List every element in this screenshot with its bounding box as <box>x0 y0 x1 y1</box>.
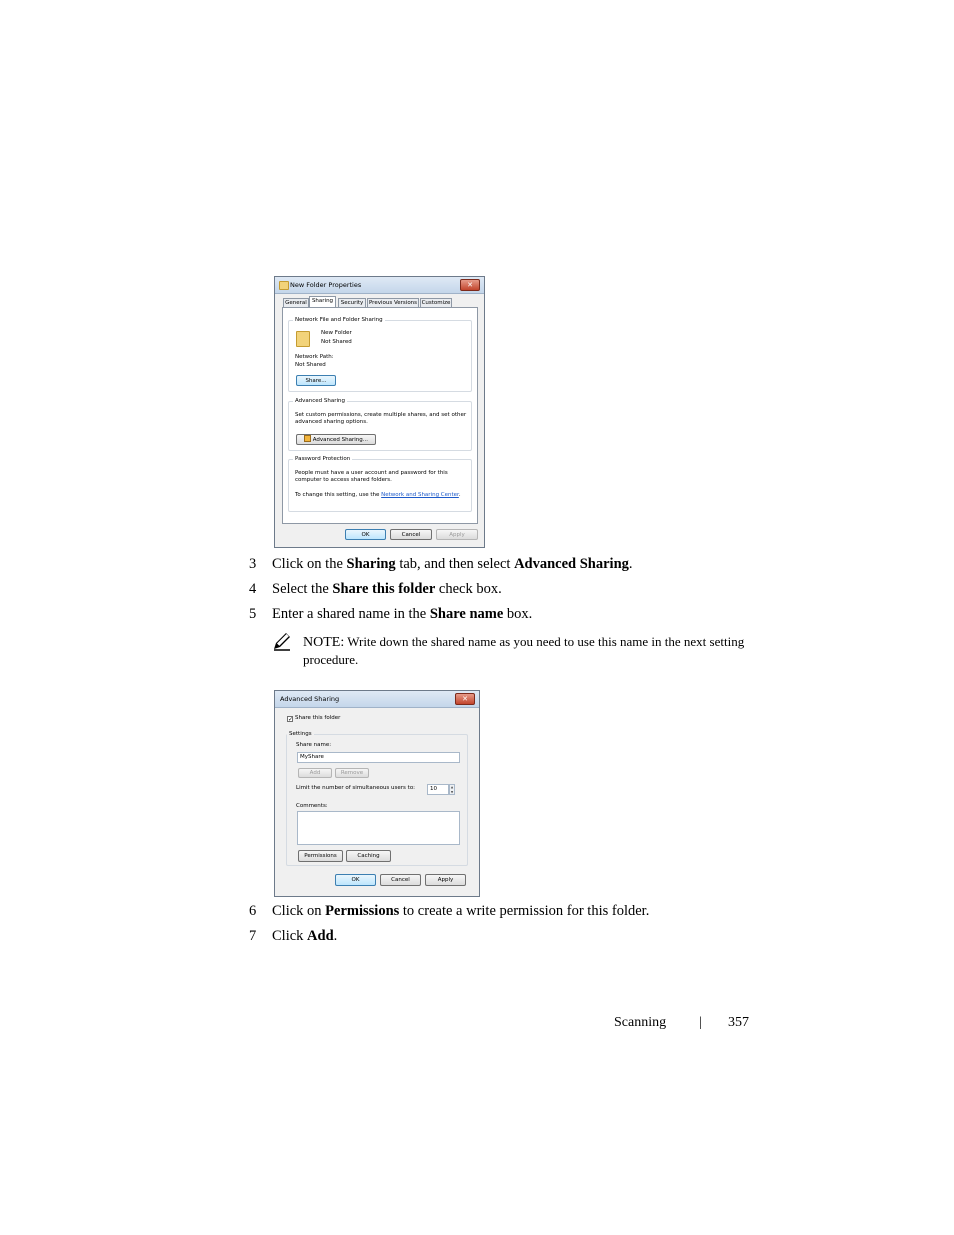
folder-name: New Folder <box>321 330 352 336</box>
advanced-description: Set custom permissions, create multiple shares, and set other <box>295 412 467 418</box>
network-sharing-center-link[interactable]: Network and Sharing Center <box>381 492 459 498</box>
footer-section: Scanning <box>614 1015 667 1030</box>
dialog-titlebar[interactable] <box>275 691 479 708</box>
step-number: 4 <box>249 581 257 597</box>
group-label: Password Protection <box>295 456 351 462</box>
page-number: 357 <box>728 1015 749 1030</box>
close-icon[interactable]: ✕ <box>455 693 475 705</box>
step-number: 3 <box>249 556 257 572</box>
network-path-label: Network Path: <box>295 354 334 360</box>
shield-icon <box>304 435 311 442</box>
step-text: Select the Share this folder check box. <box>272 581 502 597</box>
folder-icon <box>279 281 289 290</box>
folder-status: Not Shared <box>321 339 352 345</box>
advanced-description: advanced sharing options. <box>295 419 368 425</box>
dialog-title: New Folder Properties <box>290 281 362 289</box>
note-text: Write down the shared name as you need to use this name in the next setting procedure. <box>303 634 745 667</box>
tab-security[interactable]: Security <box>338 298 366 307</box>
apply-button[interactable]: Apply <box>436 529 478 540</box>
comments-textarea[interactable] <box>297 811 460 845</box>
close-icon[interactable]: ✕ <box>460 279 480 291</box>
caching-button[interactable]: Caching <box>346 850 391 862</box>
step-text: Click on the Sharing tab, and then select Advanced Sharing. <box>272 556 633 572</box>
share-this-folder-checkbox[interactable]: ✓ <box>288 716 294 723</box>
share-this-folder-label: Share this folder <box>295 715 341 721</box>
group-label: Network File and Folder Sharing <box>295 317 383 323</box>
group-label: Settings <box>289 731 312 737</box>
advanced-sharing-group <box>288 398 472 451</box>
permissions-button[interactable]: Permissions <box>298 850 343 862</box>
network-sharing-group <box>288 317 472 392</box>
note-label: NOTE: <box>303 635 345 650</box>
cancel-button[interactable]: Cancel <box>380 874 421 886</box>
ok-button[interactable]: OK <box>345 529 386 540</box>
pencil-icon <box>272 631 292 651</box>
share-name-label: Share name: <box>296 742 332 748</box>
limit-users-input[interactable]: 10 <box>427 784 449 795</box>
cancel-button[interactable]: Cancel <box>390 529 432 540</box>
advanced-sharing-dialog <box>274 690 480 897</box>
password-protection-group <box>288 456 472 512</box>
step-number: 5 <box>249 606 257 622</box>
settings-group <box>286 731 468 866</box>
tab-previous-versions[interactable]: Previous Versions <box>368 300 418 306</box>
new-folder-properties-dialog <box>274 276 485 548</box>
password-description: People must have a user account and password for this <box>295 470 448 476</box>
group-label: Advanced Sharing <box>295 398 346 404</box>
step-text: Click Add. <box>272 928 338 944</box>
password-change-text: To change this setting, use the Network and Sharing Center. <box>295 492 461 498</box>
tab-customize[interactable]: Customize <box>421 300 451 306</box>
advanced-sharing-button-label: Advanced Sharing... <box>312 437 369 443</box>
tab-general[interactable]: General <box>283 298 309 307</box>
add-button[interactable]: Add <box>298 768 332 778</box>
ok-button[interactable]: OK <box>335 874 376 886</box>
limit-users-label: Limit the number of simultaneous users to: <box>296 785 416 791</box>
share-name-input[interactable]: MyShare <box>297 752 460 763</box>
step-number: 6 <box>249 903 257 919</box>
note-block <box>303 633 753 668</box>
password-description: computer to access shared folders. <box>295 477 392 483</box>
footer-separator: | <box>699 1015 702 1030</box>
remove-button[interactable]: Remove <box>335 768 369 778</box>
comments-label: Comments: <box>296 803 328 809</box>
tab-sharing[interactable]: Sharing <box>309 296 336 308</box>
limit-users-stepper[interactable]: ▲ ▼ <box>450 785 454 794</box>
advanced-sharing-button[interactable] <box>296 434 376 445</box>
dialog-titlebar[interactable] <box>275 277 484 294</box>
dialog-title: Advanced Sharing <box>280 695 340 703</box>
network-path-value: Not Shared <box>295 362 326 368</box>
folder-icon <box>296 331 310 347</box>
step-text: Enter a shared name in the Share name box. <box>272 606 533 622</box>
share-button[interactable]: Share... <box>296 375 336 386</box>
apply-button[interactable]: Apply <box>425 874 466 886</box>
step-text: Click on Permissions to create a write permission for this folder. <box>272 903 650 919</box>
step-number: 7 <box>249 928 257 944</box>
sharing-tab-panel <box>282 307 478 524</box>
